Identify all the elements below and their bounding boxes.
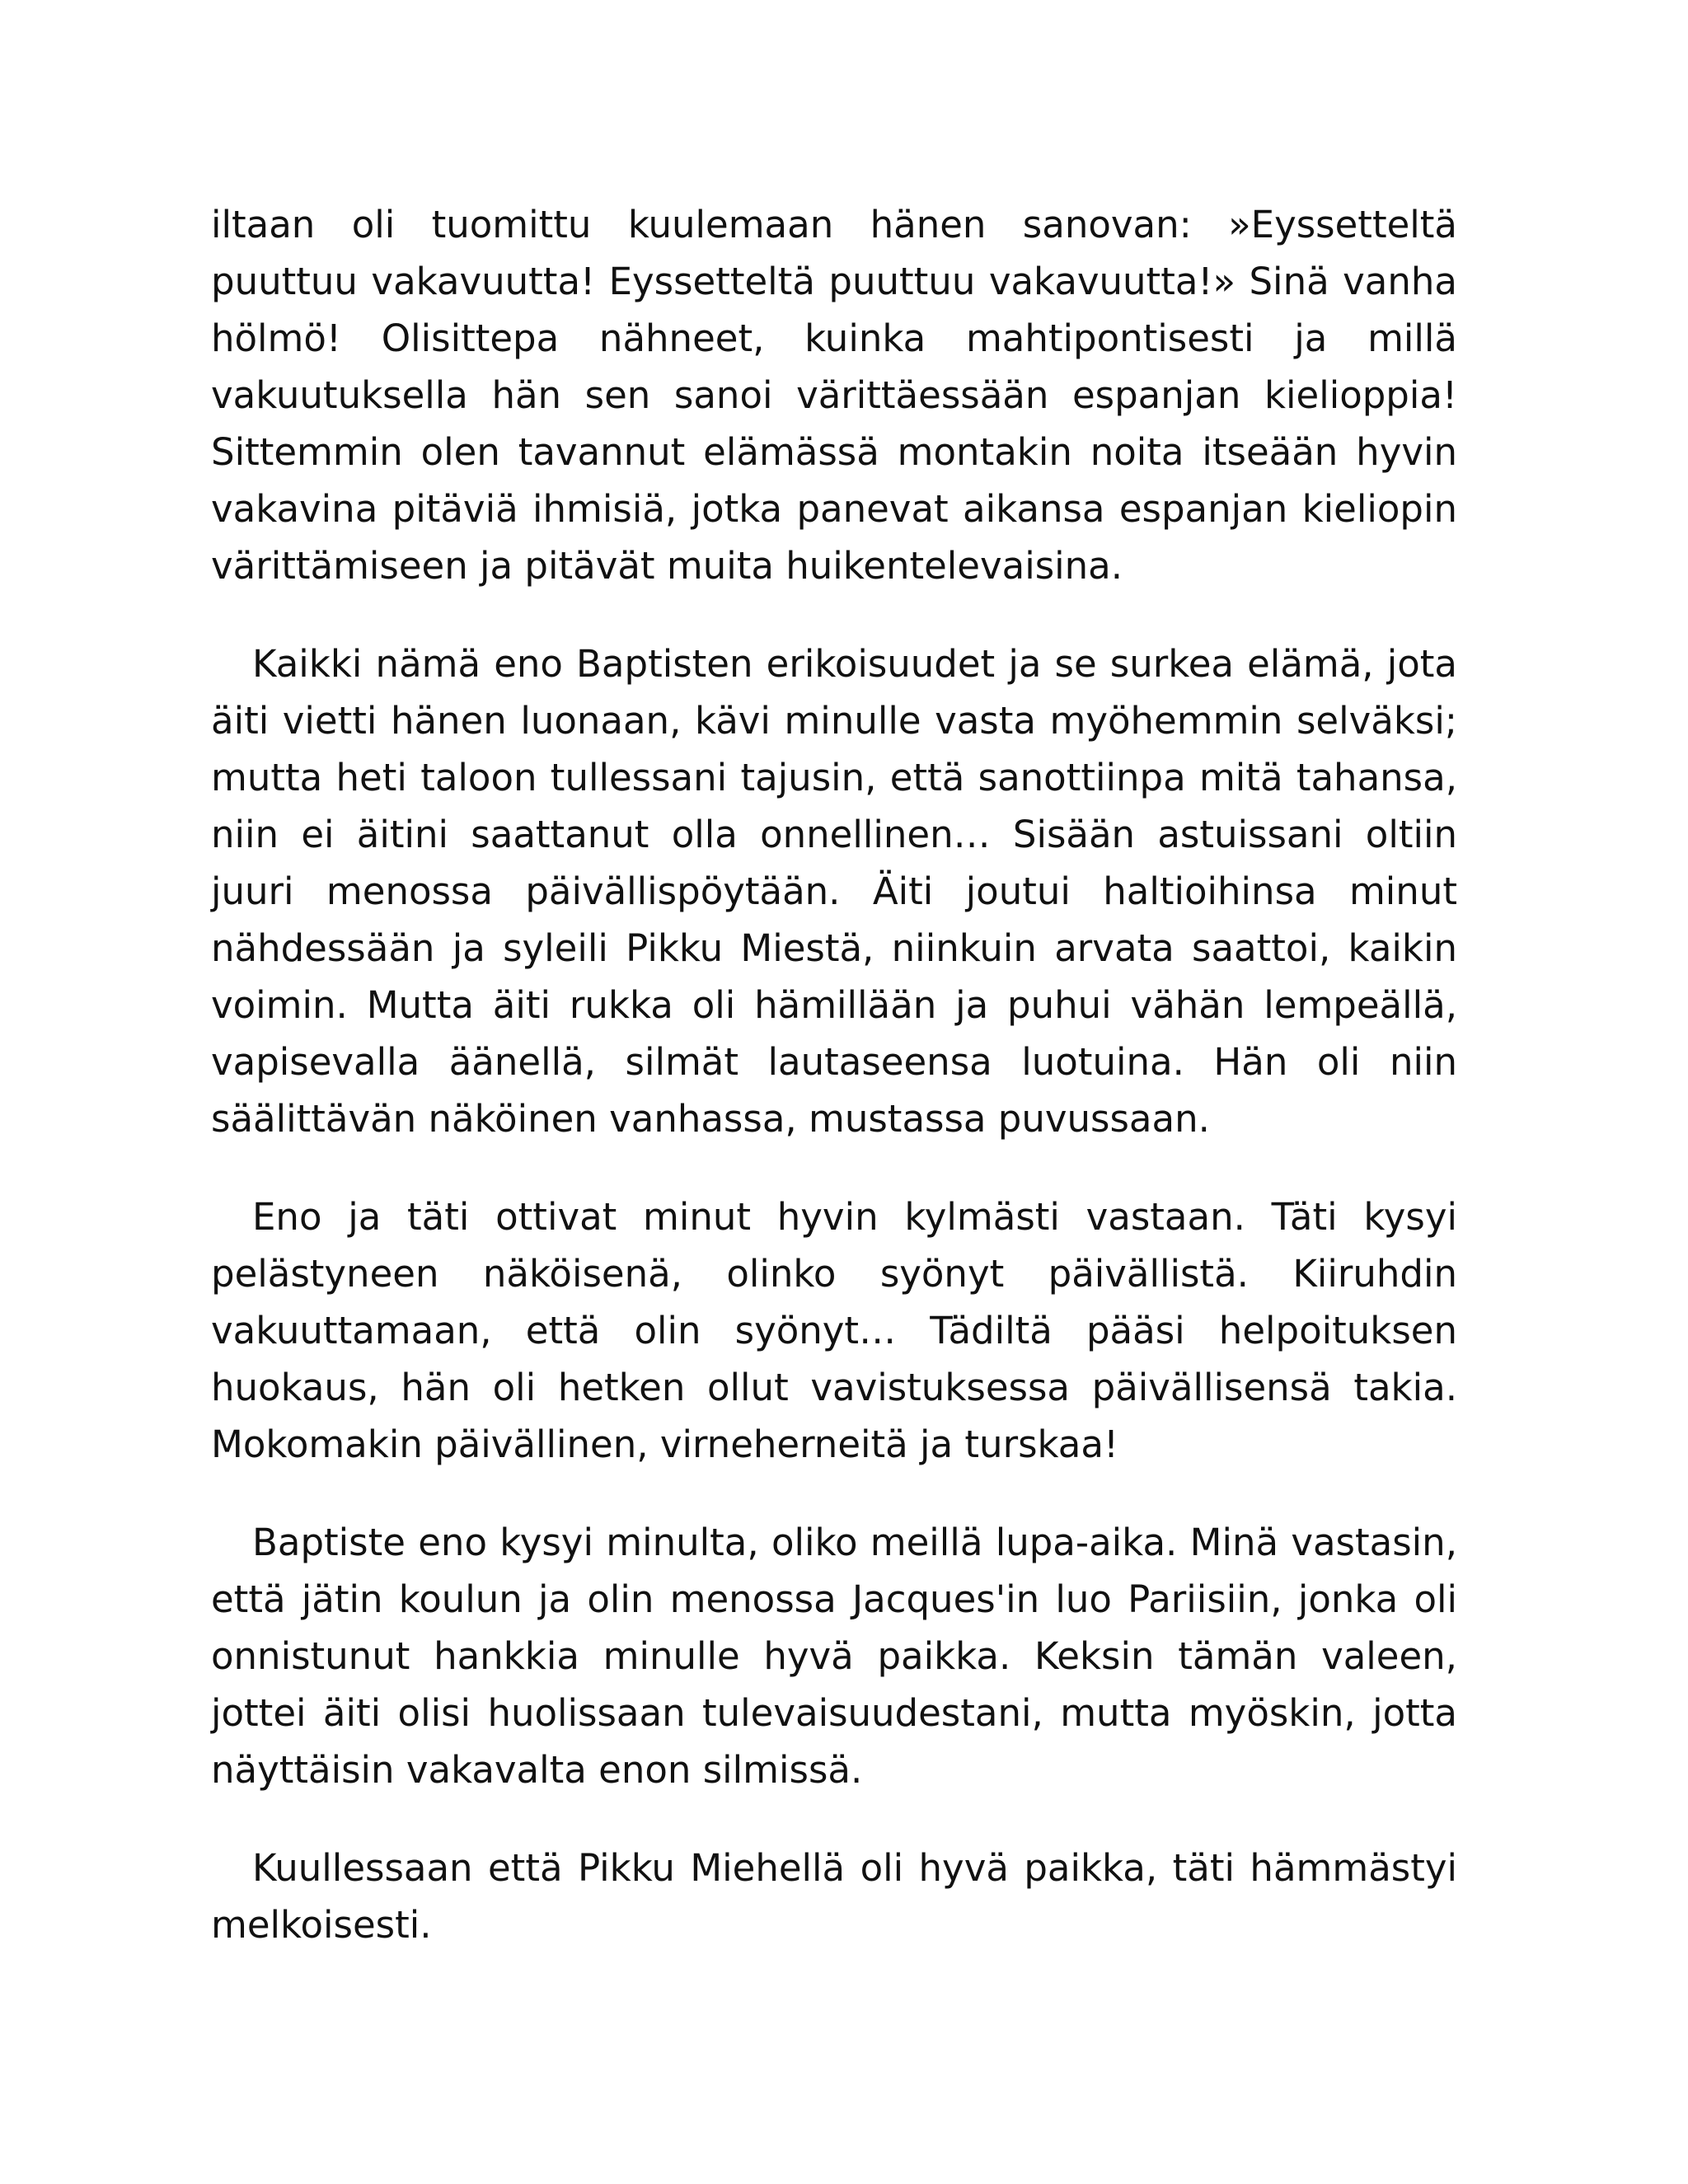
paragraph-continuation: iltaan oli tuomittu kuulemaan hänen sanovan: »Eyssetteltä puuttuu vakavuutta! Eyssetteltä puuttuu vakavuutta!» Sinä vanha hölmö! Olisittepa nähneet, kuinka mahtipontisesti ja millä vakuutuksella hän sen sanoi värittäessään espanjan kielioppia! Sittemmin olen tavannut elämässä montakin noita itseään hyvin vakavina pitäviä ihmisiä, jotka panevat aikansa espanjan kieliopin värittämiseen ja pitävät muita huikentelevaisina. [211, 203, 1457, 588]
paragraph: Kuullessaan että Pikku Miehellä oli hyvä paikka, täti hämmästyi melkoisesti. [211, 1846, 1457, 1947]
paragraph: Baptiste eno kysyi minulta, oliko meillä lupa-aika. Minä vastasin, että jätin koulun ja olin menossa Jacques'in luo Pariisiin, jonka oli onnistunut hankkia minulle hyvä paikka. Keksin tämän valeen, jottei äiti olisi huolissaan tulevaisuudestani, mutta myöskin, jotta näyttäisin vakavalta enon silmissä. [211, 1521, 1457, 1792]
page-text-body [211, 196, 1457, 1994]
paragraph: Eno ja täti ottivat minut hyvin kylmästi vastaan. Täti kysyi pelästyneen näköisenä, olinko syönyt päivällistä. Kiiruhdin vakuuttamaan, että olin syönyt… Tädiltä pääsi helpoituksen huokaus, hän oli hetken ollut vavistuksessa päivällisensä takia. Mokomakin päivällinen, virneherneitä ja turskaa! [211, 1195, 1457, 1466]
paragraph: Kaikki nämä eno Baptisten erikoisuudet ja se surkea elämä, jota äiti vietti hänen luonaan, kävi minulle vasta myöhemmin selväksi; mutta heti taloon tullessani tajusin, että sanottiinpa mitä tahansa, niin ei äitini saattanut olla onnellinen… Sisään astuissani oltiin juuri menossa päivällispöytään. Äiti joutui haltioihinsa minut nähdessään ja syleili Pikku Miestä, niinkuin arvata saattoi, kaikin voimin. Mutta äiti rukka oli hämillään ja puhui vähän lempeällä, vapisevalla äänellä, silmät lautaseensa luotuina. Hän oli niin säälittävän näköinen vanhassa, mustassa puvussaan. [211, 642, 1457, 1141]
